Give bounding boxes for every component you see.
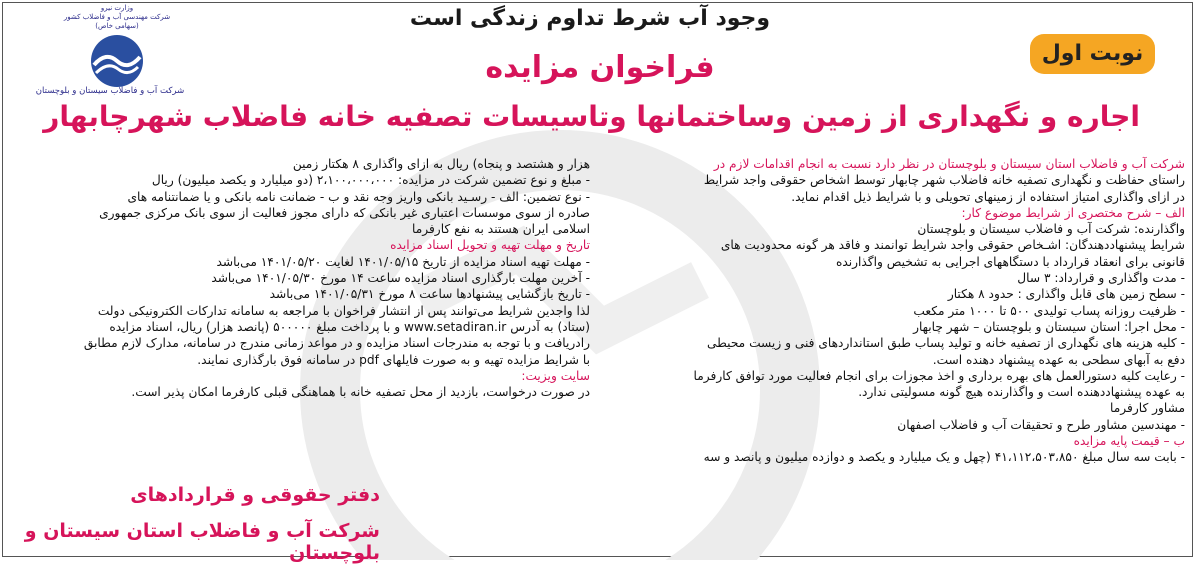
text-line: صادره از سوی موسسات اعتباری غیر بانکی که دارای مجوز فعالیت از سوی بانک مرکزی جمهوری [99,205,590,220]
section-heading: الف – شرح مختصری از شرایط موضوع کار: [961,205,1185,220]
section-heading: تاریخ و مهلت تهیه و تحویل اسناد مزایده [390,238,590,253]
text-line: - سطح زمین های قابل واگذاری : حدود ۸ هکتار [947,287,1185,302]
text-line: رادریافت و با توجه به مندرجات اسناد مزایده و در مواعد زمانی مندرج در سامانه، مدارک لازم مطابق [83,336,590,351]
text-line: به عهده پیشنهاددهنده است و واگذارنده هیچ گونه مسولیتی ندارد. [858,385,1185,400]
text-line: مشاور کارفرما [1110,401,1185,416]
signature-office: دفتر حقوقی و قراردادهای [130,484,380,506]
tagline: وجود آب شرط تداوم زندگی است [409,6,771,31]
intro-line: شرکت آب و فاضلاب استان سیستان و بلوچستان در نظر دارد نسبت به انجام اقدامات لازم در [713,157,1185,171]
text-line: دفع به آبهای سطحی به عهده پیشنهاد دهنده است. [932,352,1185,367]
left-column [30,156,590,400]
round-badge: نوبت اول [1030,34,1155,74]
auction-heading: فراخوان مزایده [485,50,715,85]
text-line: - ظرفیت روزانه پساب تولیدی ۵۰۰ تا ۱۰۰۰ متر مکعب [913,303,1185,318]
text-line: - مدت واگذاری و قرارداد: ۳ سال [1017,271,1185,286]
section-heading: سایت ویزیت: [521,368,590,383]
text-line: اسلامی ایران هستند به نفع کارفرما [412,222,590,237]
text-line: - تاریخ بازگشایی پیشنهادها ساعت ۸ مورخ ۱۴۰۱/۰۵/۳۱ می‌باشد [269,287,590,302]
text-line: شرایط پیشنهاددهندگان: اشـخاص حقوقی واجد شرایط توانمند و فاقد هر گونه محدودیت های [720,238,1185,253]
company-logo [58,4,176,96]
text-line: - بابت سه سال مبلغ ۴۱،۱۱۲،۵۰۳،۸۵۰ (چهل و یک میلیارد و یکصد و دوازده میلیون و پانصد و سه [703,450,1185,465]
text-line: قانونی برای انعقاد قرارداد با دستگاههای اجرایی به تشخیص واگذارنده [835,254,1185,269]
text-line: - مهلت تهیه اسناد مزایده از تاریخ ۱۴۰۱/۰۵/۱۵ لغایت ۱۴۰۱/۰۵/۲۰ می‌باشد [216,254,590,269]
text-line: - مهندسین مشاور طرح و تحقیقات آب و فاضلاب اصفهان [897,417,1185,432]
logo-ministry-text: وزارت نیرو [100,4,134,12]
signature-company: شرکت آب و فاضلاب استان سیستان و بلوچستان [24,520,380,564]
text-line: با شرایط مزایده تهیه و به صورت فایلهای pdf در سامانه فوق بارگذاری نمایند. [197,352,590,367]
text-line: - نوع تضمین: الف - رسـید بانکی واریز وجه نقد و ب - ضمانت نامه بانکی و یا ضمانتنامه های [127,189,590,204]
text-line: - مبلغ و نوع تضمین شرکت در مزایده: ۲،۱۰۰،۰۰۰،۰۰۰ (دو میلیارد و یکصد میلیون) ریال [151,173,590,188]
water-drop-icon [58,31,176,89]
text-line: - محل اجرا: استان سیستان و بلوچستان – شهر چابهار [913,319,1185,334]
section-heading: ب – قیمت پایه مزایده [1073,434,1185,449]
logo-type-text: (سهامی خاص) [95,22,139,30]
text-line: - کلیه هزینه های نگهداری از تصفیه خانه و تولید پساب طبق استانداردهای فنی و زیست محیطی [706,336,1185,351]
text-line: - آخرین مهلت بارگذاری اسناد مزایده ساعت ۱۴ مورخ ۱۴۰۱/۰۵/۳۰ می‌باشد [211,271,590,286]
text-line: در صورت درخواست، بازدید از محل تصفیه خانه با هماهنگی قبلی کارفرما امکان پذیر است. [131,385,590,400]
right-column [605,156,1185,466]
setad-url-line[interactable]: (ستاد) به آدرس www.setadiran.ir و با پرداخت مبلغ ۵۰۰۰۰۰ (پانصد هزار) ریال، اسناد مزایده [109,319,590,334]
text-line: هزار و هشتصد و پنجاه) ریال به ازای واگذاری ۸ هکتار زمین [292,157,590,171]
logo-company-text: شرکت مهندسی آب و فاضلاب کشور [63,13,171,21]
auction-subject: اجاره و نگهداری از زمین وساختمانها وتاسیسات تصفیه خانه فاضلاب شهرچابهار [43,100,1140,133]
text-line: - رعایت کلیه دستورالعمل های بهره برداری و اخذ مجوزات برای انجام فعالیت مورد توافق کارفرما [693,368,1185,383]
logo-caption: شرکت آب و فاضلاب سیستان و بلوچستان [35,86,185,96]
text-line: راستای حفاظت و نگهداری تصفیه خانه فاضلاب شهر چابهار توسط اشخاص حقوقی واجد شرایط [703,173,1185,188]
text-line: در ازای واگذاری امتیاز استفاده از زمینهای تحویلی و با شرایط ذیل اقدام نماید. [791,189,1185,204]
text-line: واگذارنده: شرکت آب و فاضلاب سیستان و بلوچستان [917,222,1185,237]
text-line: لذا واجدین شرایط می‌توانند پس از انتشار فراخوان با مراجعه به سامانه تدارکات الکترونیکی دولت [97,303,590,318]
